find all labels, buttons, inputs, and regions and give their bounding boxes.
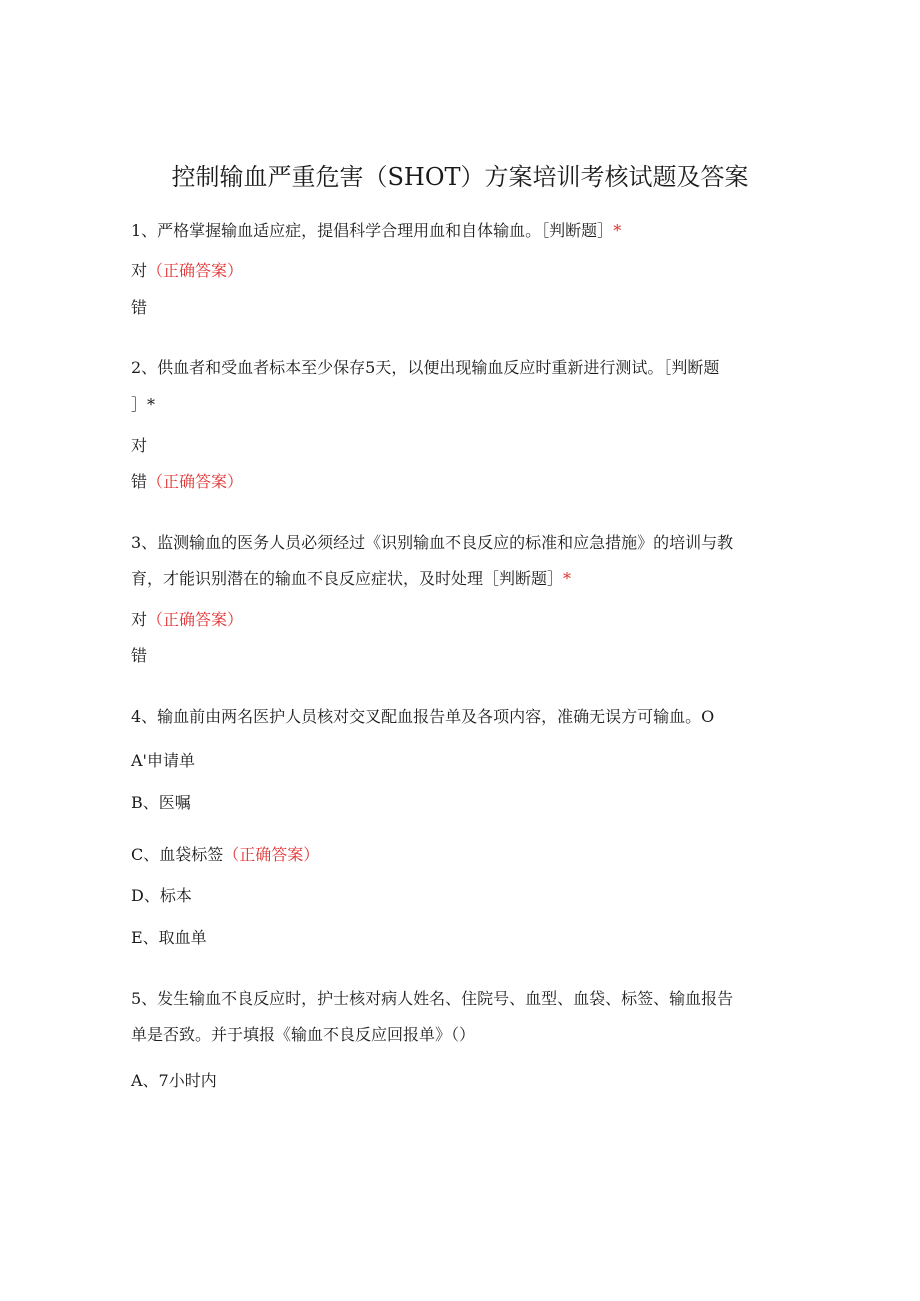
question-2-option-b (131, 472, 776, 492)
question-4 (131, 707, 776, 727)
question-5-option-a (131, 1071, 776, 1091)
correct-answer-tag: （正确答案） (223, 845, 320, 864)
option-label: 错 (131, 646, 148, 665)
question-3-option-b (131, 646, 776, 666)
option-label: B、医嘱 (131, 793, 191, 812)
option-label: 对 (131, 610, 148, 629)
correct-answer-tag: （正确答案） (147, 261, 244, 280)
option-label: A'申请单 (131, 751, 195, 770)
question-2-line-2 (131, 395, 776, 415)
question-1 (131, 221, 776, 241)
question-2-text: 2、供血者和受血者标本至少保存5天，以便出现输血反应时重新进行测试。［判断题 (131, 358, 720, 377)
correct-answer-tag: （正确答案） (147, 610, 244, 629)
question-5-text-end: 单是否致。并于填报《输血不良反应回报单》（） (131, 1025, 476, 1044)
question-1-text: 1、严格掌握输血适应症，提倡科学合理用血和自体输血。［判断题］ (131, 221, 614, 240)
option-label: 对 (131, 261, 148, 280)
option-label: E、取血单 (131, 928, 207, 947)
question-3-option-a (131, 610, 776, 630)
option-label: 对 (131, 436, 148, 455)
question-4-option-d (131, 886, 776, 906)
question-2-text-end: ］ (131, 395, 148, 414)
option-label: A、7小时内 (131, 1071, 217, 1090)
question-2-option-a (131, 436, 776, 456)
required-mark: * (147, 395, 156, 414)
question-2-line-1 (131, 358, 776, 378)
question-3-line-2 (131, 569, 776, 589)
correct-answer-tag: （正确答案） (147, 472, 244, 491)
question-1-option-b (131, 298, 776, 318)
question-5-text: 5、发生输血不良反应时，护士核对病人姓名、住院号、血型、血袋、标签、输血报告 (131, 989, 734, 1008)
question-3-line-1 (131, 533, 776, 553)
required-mark: * (613, 221, 622, 240)
question-3-text-end: 育，才能识别潜在的输血不良反应症状，及时处理［判断题］ (131, 569, 564, 588)
question-4-option-c (131, 845, 776, 865)
option-label: 错 (131, 472, 148, 491)
question-1-option-a (131, 261, 776, 281)
option-label: 错 (131, 298, 148, 317)
question-5-line-1 (131, 989, 776, 1009)
question-3-text: 3、监测输血的医务人员必须经过《识别输血不良反应的标准和应急措施》的培训与教 (131, 533, 734, 552)
question-4-option-e (131, 928, 776, 948)
question-4-text: 4、输血前由两名医护人员核对交叉配血报告单及各项内容，准确无误方可输血。O (131, 707, 715, 726)
option-label: C、血袋标签 (131, 845, 224, 864)
question-4-option-a (131, 751, 776, 771)
document-title: 控制输血严重危害（SHOT）方案培训考核试题及答案 (171, 163, 749, 191)
question-5-line-2 (131, 1025, 776, 1045)
option-label: D、标本 (131, 886, 192, 905)
question-4-option-b (131, 793, 776, 813)
required-mark: * (563, 569, 572, 588)
